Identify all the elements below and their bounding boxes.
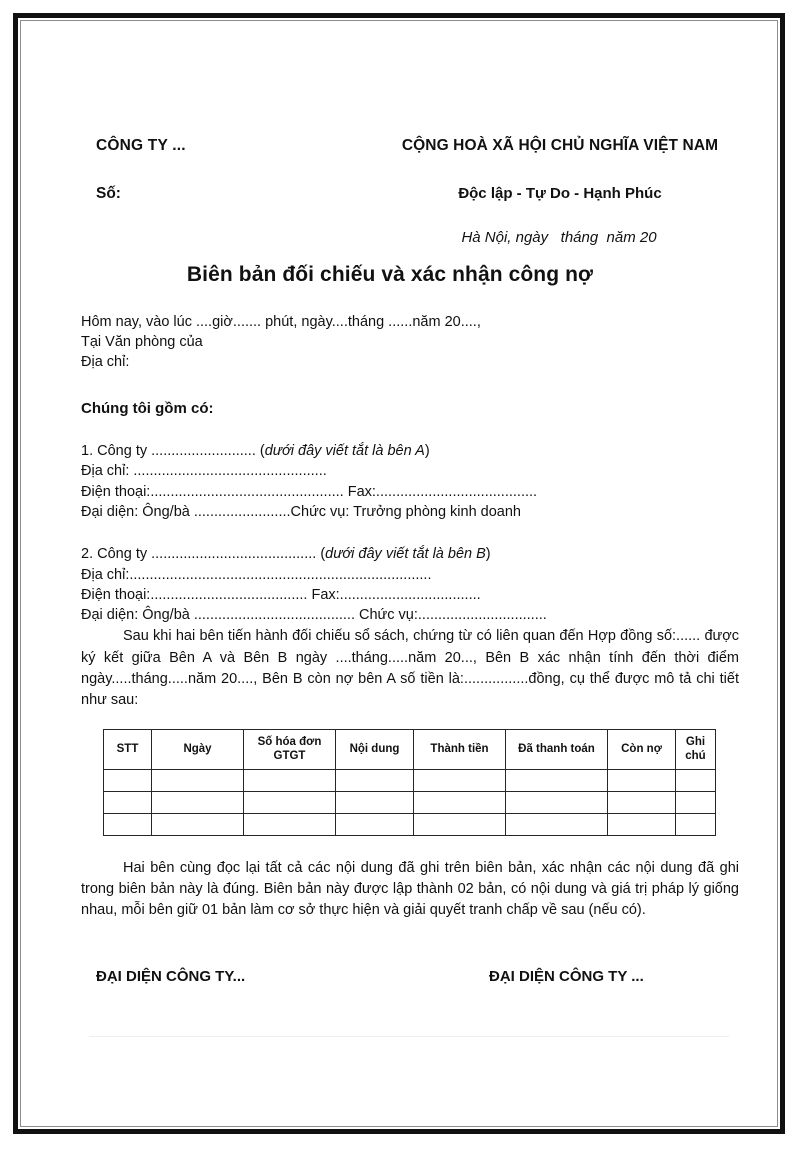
document-body	[81, 111, 739, 1071]
reconciliation-paragraph: Sau khi hai bên tiến hành đối chiếu sổ sách, chứng từ có liên quan đến Hợp đồng số:...... được ký kết giữa Bên A và Bên B ngày ....tháng.....năm 20..., Bên B xác nhận tính đến thời điểm ngày.....tháng.....năm 20...., Bên B còn nợ bên A số tiền là:................đồng, cụ thể được mô tả chi tiết như sau:	[81, 628, 739, 708]
signature-label-party-b: ĐẠI DIỆN CÔNG TY ...	[489, 967, 644, 985]
party-a-company-suffix: )	[424, 443, 430, 460]
table-row[interactable]	[104, 814, 716, 836]
signature-row	[81, 966, 739, 996]
table-row[interactable]	[104, 770, 716, 792]
party-a-company	[81, 441, 739, 461]
table-cell[interactable]	[152, 814, 244, 836]
table-cell[interactable]	[414, 814, 506, 836]
table-column-header-noi-dung: Nội dung	[336, 730, 414, 770]
party-b-company	[81, 544, 739, 564]
table-cell[interactable]	[608, 770, 676, 792]
party-b-block	[81, 544, 739, 625]
table-cell[interactable]	[676, 814, 716, 836]
party-b-address: Địa chỉ:...........................................................................	[81, 566, 432, 583]
bottom-hairline-divider	[89, 1036, 729, 1037]
party-a-representative: Đại diện: Ông/bà ........................Chức vụ: Trưởng phòng kinh doanh	[81, 504, 521, 520]
table-column-header-ghi-chu: Ghi chú	[676, 730, 716, 770]
table-cell[interactable]	[414, 770, 506, 792]
table-cell[interactable]	[104, 770, 152, 792]
table-cell[interactable]	[506, 814, 608, 836]
party-a-company-abbrev: dưới đây viết tắt là bên A	[264, 443, 425, 460]
national-motto: Độc lập - Tự Do - Hạnh Phúc	[458, 185, 662, 202]
parties-lead-in: Chúng tôi gồm có:	[81, 399, 214, 417]
table-column-header-ngay: Ngày	[152, 730, 244, 770]
table-header-row	[104, 730, 716, 770]
intro-line-location: Tại Văn phòng của	[81, 333, 203, 350]
party-a-phone-fax: Điện thoại:................................................ Fax:........................................	[81, 483, 538, 500]
document-header	[81, 111, 739, 256]
table-column-header-stt: STT	[104, 730, 152, 770]
table-cell[interactable]	[608, 792, 676, 814]
table-cell[interactable]	[506, 770, 608, 792]
table-column-header-thanh-tien: Thành tiền	[414, 730, 506, 770]
debt-table	[103, 729, 716, 836]
table-column-header-so-hoa-don: Số hóa đơn GTGT	[244, 730, 336, 770]
table-cell[interactable]	[104, 814, 152, 836]
party-b-representative: Đại diện: Ông/bà ........................................ Chức vụ:................................	[81, 607, 547, 624]
table-column-header-da-thanh-toan: Đã thanh toán	[506, 730, 608, 770]
table-cell[interactable]	[676, 792, 716, 814]
table-cell[interactable]	[104, 792, 152, 814]
table-cell[interactable]	[152, 792, 244, 814]
party-b-company-suffix: )	[485, 546, 491, 563]
table-cell[interactable]	[336, 814, 414, 836]
debt-table-body	[104, 770, 716, 836]
intro-block	[81, 312, 739, 372]
national-title: CỘNG HOÀ XÃ HỘI CHỦ NGHĨA VIỆT NAM	[401, 137, 719, 154]
party-a-block	[81, 441, 739, 522]
table-cell[interactable]	[244, 770, 336, 792]
company-name-label: CÔNG TY ...	[96, 137, 186, 154]
party-a-company-prefix: 1. Công ty .......................... (	[81, 443, 265, 460]
table-row[interactable]	[104, 792, 716, 814]
party-b-company-abbrev: dưới đây viết tắt là bên B	[325, 546, 486, 563]
table-cell[interactable]	[336, 792, 414, 814]
intro-line-address: Địa chỉ:	[81, 353, 130, 370]
party-b-company-prefix: 2. Công ty ......................................... (	[81, 546, 326, 563]
intro-line-time: Hôm nay, vào lúc ....giờ....... phút, ngày....tháng ......năm 20....,	[81, 313, 481, 330]
page-frame	[13, 13, 785, 1134]
table-cell[interactable]	[414, 792, 506, 814]
table-cell[interactable]	[152, 770, 244, 792]
table-cell[interactable]	[506, 792, 608, 814]
table-cell[interactable]	[608, 814, 676, 836]
table-cell[interactable]	[676, 770, 716, 792]
party-b-phone-fax: Điện thoại:....................................... Fax:...................................	[81, 586, 481, 603]
page-title: Biên bản đối chiếu và xác nhận công nợ	[186, 263, 594, 286]
debt-table-wrapper	[103, 729, 715, 836]
table-column-header-con-no: Còn nợ	[608, 730, 676, 770]
document-number-label: Số:	[96, 185, 121, 202]
signature-label-party-a: ĐẠI DIỆN CÔNG TY...	[96, 967, 246, 985]
table-cell[interactable]	[244, 814, 336, 836]
closing-paragraph: Hai bên cùng đọc lại tất cả các nội dung đã ghi trên biên bản, xác nhận các nội dung đã ghi trong biên bản này là đúng. Biên bản này được lập thành 02 bản, có nội dung và giá trị pháp lý giống nhau, mỗi bên giữ 01 bản làm cơ sở thực hiện và giải quyết tranh chấp về sau (nếu có).	[81, 860, 739, 919]
place-and-date: Hà Nội, ngày tháng năm 20	[461, 229, 657, 246]
table-cell[interactable]	[336, 770, 414, 792]
table-cell[interactable]	[244, 792, 336, 814]
party-a-address: Địa chỉ: ................................................	[81, 463, 327, 480]
